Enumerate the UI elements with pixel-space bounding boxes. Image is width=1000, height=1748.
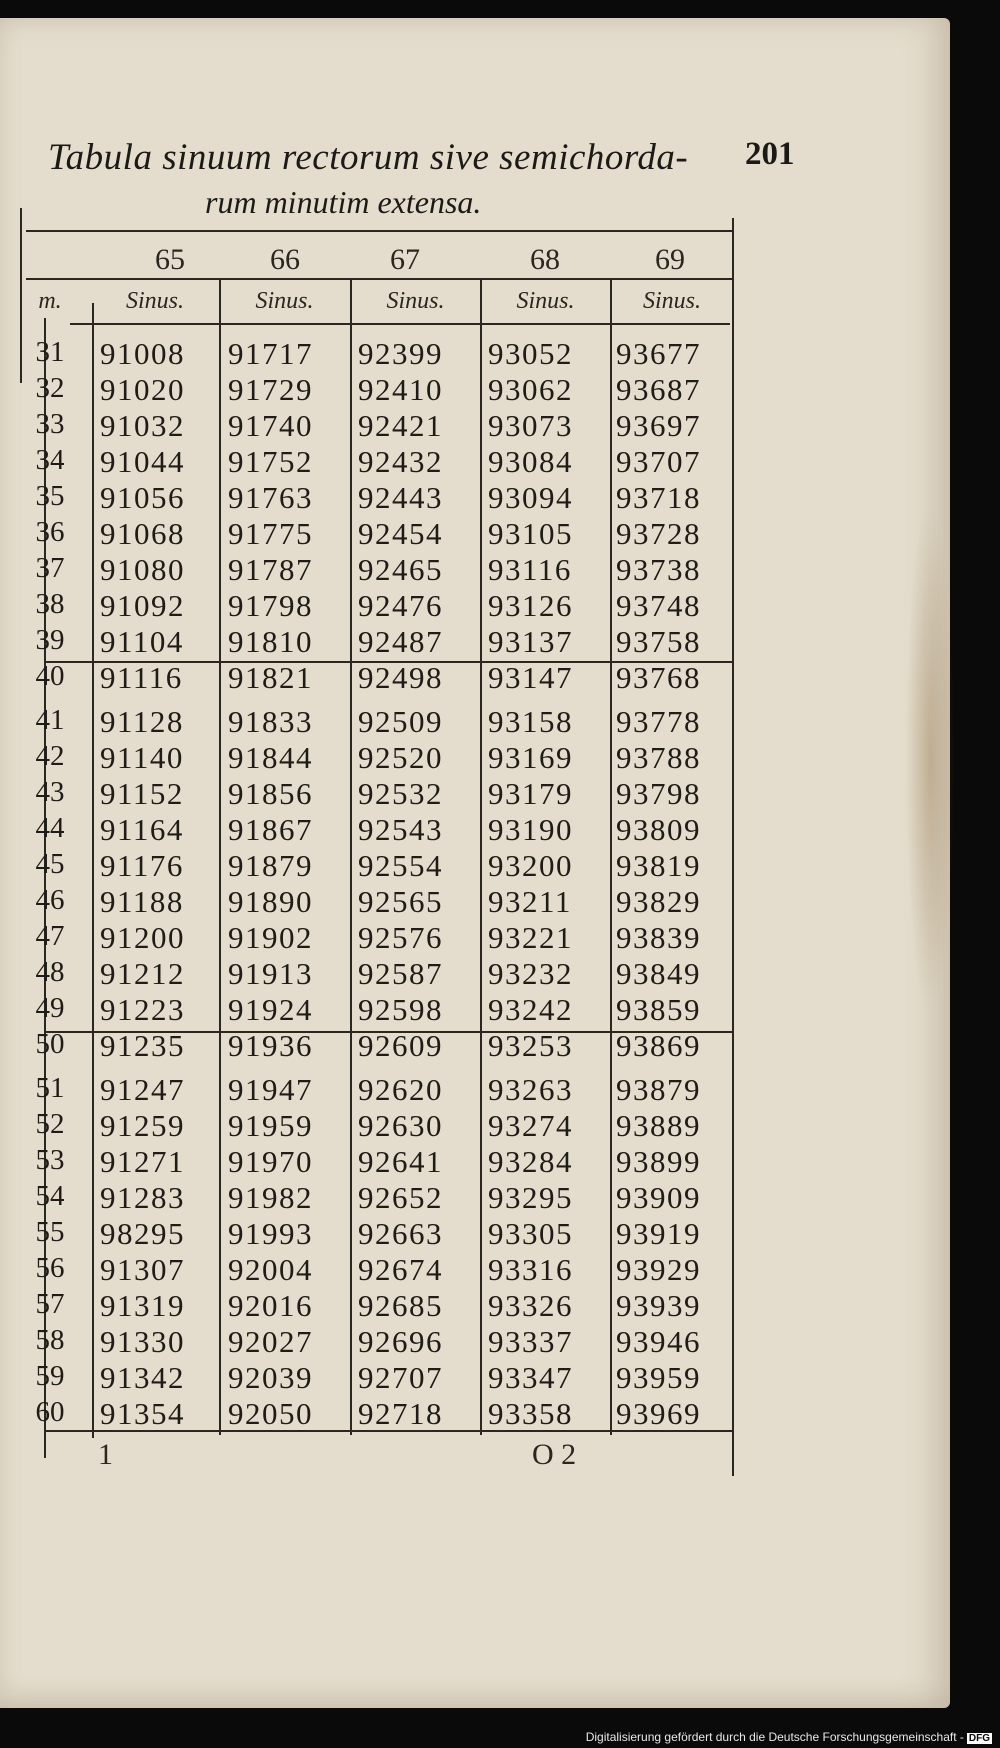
- sine-value-cell: 92465: [358, 552, 443, 587]
- sine-value-cell: 93748: [616, 588, 701, 623]
- sinus-header: Sinus.: [642, 288, 701, 314]
- sine-value-cell: 91128: [100, 704, 184, 739]
- sine-value-cell: 91152: [100, 776, 184, 811]
- sine-value-cell: 91283: [100, 1180, 185, 1215]
- minute-cell: 39: [35, 624, 65, 656]
- sine-value-cell: 92609: [358, 1028, 443, 1063]
- sine-value-cell: 91993: [228, 1216, 313, 1251]
- sine-value-cell: 92432: [358, 444, 443, 479]
- sine-value-cell: 93052: [488, 336, 573, 371]
- sine-value-cell: 93758: [616, 624, 701, 659]
- table-row: [0, 660, 730, 696]
- sine-value-cell: 93274: [488, 1108, 573, 1143]
- sine-value-cell: 93959: [616, 1360, 701, 1395]
- sine-value-cell: 91717: [228, 336, 313, 371]
- sine-value-cell: 93347: [488, 1360, 573, 1395]
- sine-value-cell: 93284: [488, 1144, 573, 1179]
- sine-value-cell: 91020: [100, 372, 185, 407]
- sine-value-cell: 93158: [488, 704, 573, 739]
- sine-value-cell: 93084: [488, 444, 573, 479]
- minute-cell: 54: [35, 1180, 65, 1212]
- sine-value-cell: 91763: [228, 480, 313, 515]
- minute-cell: 32: [35, 372, 65, 404]
- table-row: [0, 812, 730, 848]
- table-row: [0, 1216, 730, 1252]
- sine-value-cell: 93889: [616, 1108, 701, 1143]
- sine-value-cell: 92050: [228, 1396, 313, 1431]
- minute-cell: 52: [35, 1108, 65, 1140]
- dfg-logo: DFG: [968, 1733, 990, 1744]
- sine-value-cell: 91080: [100, 552, 185, 587]
- sine-value-cell: 93939: [616, 1288, 701, 1323]
- sine-value-cell: 91056: [100, 480, 185, 515]
- sine-value-cell: 93969: [616, 1396, 701, 1431]
- sine-value-cell: 92027: [228, 1324, 313, 1359]
- sine-value-cell: 92598: [358, 992, 443, 1027]
- sine-value-cell: 92443: [358, 480, 443, 515]
- table-row: [0, 884, 730, 920]
- table-row: [0, 624, 730, 660]
- paper-stain: [905, 498, 955, 1018]
- sine-value-cell: 91787: [228, 552, 313, 587]
- sine-value-cell: 93253: [488, 1028, 573, 1063]
- table-row: [0, 1072, 730, 1108]
- minute-cell: 35: [35, 480, 65, 512]
- sine-value-cell: 92509: [358, 704, 443, 739]
- minute-cell: 58: [35, 1324, 65, 1356]
- sine-value-cell: 91271: [100, 1144, 185, 1179]
- minute-cell: 50: [35, 1028, 65, 1060]
- sine-value-cell: 92520: [358, 740, 443, 775]
- sine-value-cell: 93859: [616, 992, 701, 1027]
- minute-cell: 49: [35, 992, 65, 1024]
- minute-cell: 44: [35, 812, 65, 844]
- sine-value-cell: 93147: [488, 660, 573, 695]
- sine-value-cell: 93305: [488, 1216, 573, 1251]
- minute-cell: 53: [35, 1144, 65, 1176]
- minute-cell: 46: [35, 884, 65, 916]
- table-row: [0, 336, 730, 372]
- minute-cell: 59: [35, 1360, 65, 1392]
- sine-value-cell: 92685: [358, 1288, 443, 1323]
- sine-value-cell: 93295: [488, 1180, 573, 1215]
- table-row: [0, 480, 730, 516]
- sine-value-cell: 91821: [228, 660, 313, 695]
- sinus-header: Sinus.: [125, 288, 184, 314]
- table-title-line1: Tabula sinuum rectorum sive semichorda-: [48, 137, 689, 178]
- sine-value-cell: 93909: [616, 1180, 701, 1215]
- table-row: [0, 1360, 730, 1396]
- sine-value-cell: 91104: [100, 624, 184, 659]
- sine-value-cell: 91247: [100, 1072, 185, 1107]
- table-row: [0, 920, 730, 956]
- sine-value-cell: 93116: [488, 552, 572, 587]
- sine-value-cell: 93778: [616, 704, 701, 739]
- sine-value-cell: 92641: [358, 1144, 443, 1179]
- sine-value-cell: 92630: [358, 1108, 443, 1143]
- sine-value-cell: 93738: [616, 552, 701, 587]
- sine-value-cell: 92421: [358, 408, 443, 443]
- sine-value-cell: 92707: [358, 1360, 443, 1395]
- sine-value-cell: 93707: [616, 444, 701, 479]
- credit-text: Digitalisierung gefördert durch die Deutsche Forschungsgemeinschaft -: [585, 1730, 964, 1744]
- table-row: [0, 1252, 730, 1288]
- sine-value-cell: 92532: [358, 776, 443, 811]
- sine-value-cell: 93728: [616, 516, 701, 551]
- rule-header: [70, 323, 730, 325]
- minute-cell: 37: [35, 552, 65, 584]
- sine-value-cell: 92718: [358, 1396, 443, 1431]
- table-row: [0, 1324, 730, 1360]
- footer-mark: 1: [98, 1438, 113, 1471]
- table-row: [0, 444, 730, 480]
- sine-value-cell: 93829: [616, 884, 701, 919]
- sine-value-cell: 91068: [100, 516, 185, 551]
- minute-cell: 55: [35, 1216, 65, 1248]
- sine-value-cell: 91936: [228, 1028, 313, 1063]
- table-row: [0, 552, 730, 588]
- sine-value-cell: 92576: [358, 920, 443, 955]
- sine-value-cell: 91856: [228, 776, 313, 811]
- rule-degrees: [26, 278, 732, 280]
- sine-value-cell: 92016: [228, 1288, 313, 1323]
- sine-value-cell: 92554: [358, 848, 443, 883]
- sine-value-cell: 93221: [488, 920, 573, 955]
- sine-value-cell: 93263: [488, 1072, 573, 1107]
- minute-cell: 60: [35, 1396, 65, 1428]
- sine-value-cell: 93326: [488, 1288, 573, 1323]
- sine-value-cell: 92410: [358, 372, 443, 407]
- sine-value-cell: 91235: [100, 1028, 185, 1063]
- degree-header: 67: [390, 243, 420, 276]
- sine-value-cell: 91959: [228, 1108, 313, 1143]
- sine-value-cell: 93788: [616, 740, 701, 775]
- sine-value-cell: 93316: [488, 1252, 573, 1287]
- rule-top: [26, 230, 732, 232]
- signature-mark: O 2: [532, 1438, 577, 1471]
- sine-value-cell: 93242: [488, 992, 573, 1027]
- minute-cell: 47: [35, 920, 65, 952]
- sine-value-cell: 91879: [228, 848, 313, 883]
- sine-value-cell: 91775: [228, 516, 313, 551]
- sine-value-cell: 91140: [100, 740, 184, 775]
- table-row: [0, 1028, 730, 1064]
- minute-cell: 31: [35, 336, 65, 368]
- degree-header: 69: [655, 243, 685, 276]
- sine-value-cell: 91833: [228, 704, 313, 739]
- sine-value-cell: 92399: [358, 336, 443, 371]
- sine-value-cell: 92476: [358, 588, 443, 623]
- sine-value-cell: 93169: [488, 740, 573, 775]
- sine-value-cell: 91164: [100, 812, 184, 847]
- sine-value-cell: 91092: [100, 588, 185, 623]
- sine-value-cell: 91752: [228, 444, 313, 479]
- sine-value-cell: 91223: [100, 992, 185, 1027]
- sine-value-cell: 93919: [616, 1216, 701, 1251]
- sine-value-cell: 93232: [488, 956, 573, 991]
- minute-cell: 33: [35, 408, 65, 440]
- minute-cell: 45: [35, 848, 65, 880]
- table-row: [0, 516, 730, 552]
- sine-value-cell: 93137: [488, 624, 573, 659]
- sine-value-cell: 93839: [616, 920, 701, 955]
- sine-value-cell: 91330: [100, 1324, 185, 1359]
- sine-value-cell: 91259: [100, 1108, 185, 1143]
- sine-value-cell: 93094: [488, 480, 573, 515]
- sine-value-cell: 91188: [100, 884, 184, 919]
- minute-cell: 56: [35, 1252, 65, 1284]
- sine-value-cell: 93929: [616, 1252, 701, 1287]
- minute-cell: 41: [35, 704, 65, 736]
- sine-value-cell: 91798: [228, 588, 313, 623]
- sine-value-cell: 92498: [358, 660, 443, 695]
- sine-value-cell: 91740: [228, 408, 313, 443]
- sine-value-cell: 91354: [100, 1396, 185, 1431]
- table-row: [0, 1144, 730, 1180]
- table-row: [0, 848, 730, 884]
- sine-value-cell: 91844: [228, 740, 313, 775]
- degree-header: 68: [530, 243, 560, 276]
- table-row: [0, 704, 730, 740]
- sine-value-cell: 91982: [228, 1180, 313, 1215]
- minute-cell: 51: [35, 1072, 65, 1104]
- sine-value-cell: 93358: [488, 1396, 573, 1431]
- sine-value-cell: 93697: [616, 408, 701, 443]
- table-row: [0, 408, 730, 444]
- table-row: [0, 1108, 730, 1144]
- sine-value-cell: 98295: [100, 1216, 185, 1251]
- book-page: [0, 18, 950, 1708]
- sine-value-cell: 93677: [616, 336, 701, 371]
- minute-cell: 42: [35, 740, 65, 772]
- sine-value-cell: 92454: [358, 516, 443, 551]
- sine-value-cell: 91342: [100, 1360, 185, 1395]
- sine-value-cell: 93819: [616, 848, 701, 883]
- sine-value-cell: 91924: [228, 992, 313, 1027]
- minute-cell: 34: [35, 444, 65, 476]
- sine-value-cell: 91970: [228, 1144, 313, 1179]
- sine-value-cell: 91810: [228, 624, 313, 659]
- minute-cell: 40: [35, 660, 65, 692]
- page-number: 201: [745, 136, 795, 172]
- sine-value-cell: 92652: [358, 1180, 443, 1215]
- sine-value-cell: 92620: [358, 1072, 443, 1107]
- sine-value-cell: 93879: [616, 1072, 701, 1107]
- sine-value-cell: 91044: [100, 444, 185, 479]
- sine-value-cell: 93105: [488, 516, 573, 551]
- sine-value-cell: 91913: [228, 956, 313, 991]
- table-row: [0, 956, 730, 992]
- table-title-line2: rum minutim extensa.: [205, 184, 482, 220]
- sine-value-cell: 91902: [228, 920, 313, 955]
- rule-right: [732, 218, 734, 1476]
- table-row: [0, 1288, 730, 1324]
- minute-column-header: m.: [38, 288, 62, 314]
- sine-value-cell: 91729: [228, 372, 313, 407]
- sine-value-cell: 93073: [488, 408, 573, 443]
- table-row: [0, 1396, 730, 1432]
- sine-value-cell: 93718: [616, 480, 701, 515]
- sine-value-cell: 91176: [100, 848, 184, 883]
- sine-value-cell: 91008: [100, 336, 185, 371]
- table-row: [0, 1180, 730, 1216]
- sine-value-cell: 92674: [358, 1252, 443, 1287]
- sine-value-cell: 93768: [616, 660, 701, 695]
- sinus-header: Sinus.: [255, 288, 314, 314]
- minute-cell: 57: [35, 1288, 65, 1320]
- table-row: [0, 588, 730, 624]
- sine-value-cell: 93869: [616, 1028, 701, 1063]
- sine-value-cell: 93849: [616, 956, 701, 991]
- sine-value-cell: 91867: [228, 812, 313, 847]
- sine-value-cell: 92696: [358, 1324, 443, 1359]
- minute-cell: 48: [35, 956, 65, 988]
- sine-value-cell: 93190: [488, 812, 573, 847]
- sine-value-cell: 93798: [616, 776, 701, 811]
- sinus-header: Sinus.: [516, 288, 575, 314]
- sine-value-cell: 93179: [488, 776, 573, 811]
- sine-value-cell: 93126: [488, 588, 573, 623]
- minute-cell: 43: [35, 776, 65, 808]
- sine-value-cell: 92487: [358, 624, 443, 659]
- sine-value-cell: 92039: [228, 1360, 313, 1395]
- digitization-credit: [586, 1730, 992, 1744]
- sine-value-cell: 91032: [100, 408, 185, 443]
- table-row: [0, 740, 730, 776]
- sine-value-cell: 91212: [100, 956, 185, 991]
- sine-value-cell: 91200: [100, 920, 185, 955]
- sine-value-cell: 93337: [488, 1324, 573, 1359]
- sine-value-cell: 93200: [488, 848, 573, 883]
- sine-value-cell: 93062: [488, 372, 573, 407]
- table-row: [0, 776, 730, 812]
- sine-value-cell: 92543: [358, 812, 443, 847]
- degree-header: 66: [270, 243, 300, 276]
- sine-value-cell: 93211: [488, 884, 572, 919]
- minute-cell: 38: [35, 588, 65, 620]
- sine-value-cell: 91890: [228, 884, 313, 919]
- sine-value-cell: 93899: [616, 1144, 701, 1179]
- sine-value-cell: 91947: [228, 1072, 313, 1107]
- sine-value-cell: 93809: [616, 812, 701, 847]
- sine-value-cell: 92663: [358, 1216, 443, 1251]
- table-row: [0, 372, 730, 408]
- table-row: [0, 992, 730, 1028]
- sine-value-cell: 91116: [100, 660, 183, 695]
- sine-value-cell: 93687: [616, 372, 701, 407]
- sine-value-cell: 91319: [100, 1288, 185, 1323]
- sine-value-cell: 92587: [358, 956, 443, 991]
- degree-header: 65: [155, 243, 185, 276]
- sine-value-cell: 93946: [616, 1324, 701, 1359]
- sine-value-cell: 91307: [100, 1252, 185, 1287]
- sinus-header: Sinus.: [386, 288, 445, 314]
- sine-value-cell: 92004: [228, 1252, 313, 1287]
- sine-value-cell: 92565: [358, 884, 443, 919]
- minute-cell: 36: [35, 516, 65, 548]
